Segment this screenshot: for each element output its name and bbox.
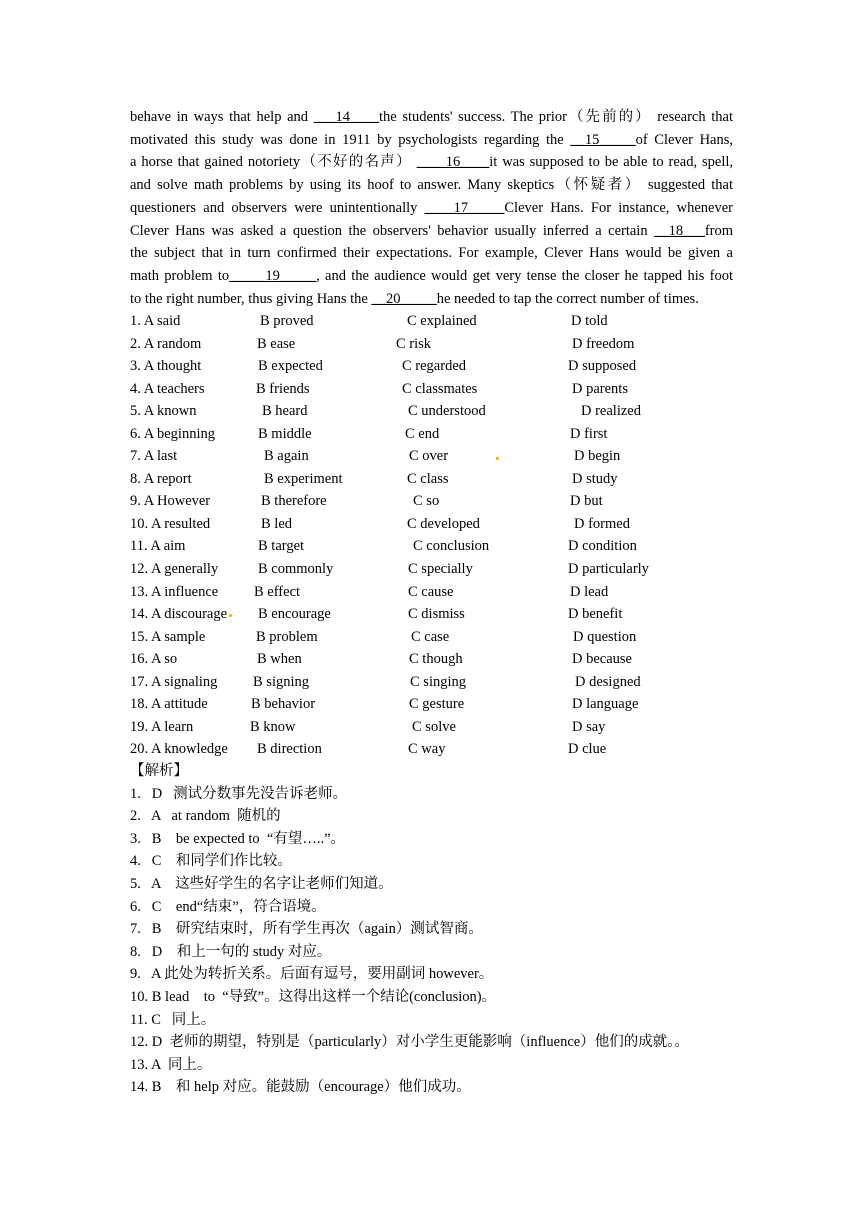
passage-line: the subject that in turn confirmed their expectations. For example, Clever Hans would be given a [130, 245, 733, 262]
option-d: D particularly [568, 561, 649, 578]
option-d: D say [572, 718, 606, 735]
option-d: D told [571, 313, 608, 329]
option-c: C gesture [409, 696, 465, 713]
option-c: C case [411, 628, 450, 645]
option-c: C specially [408, 561, 473, 578]
passage-line: Clever Hans was asked a question the observers' behavior usually inferred a certain __18___from [130, 222, 733, 239]
option-c: C end [405, 425, 440, 442]
passage-line: behave in ways that help and ___14____the students' success. The prior（先前的） research that [130, 109, 733, 125]
option-d: D freedom [572, 335, 635, 352]
option-d: D lead [570, 583, 609, 600]
option-b: B encourage [258, 606, 331, 623]
option-b: B experiment [264, 470, 343, 487]
option-row-5 [130, 400, 750, 423]
analysis-item-2: 2. A at random 随机的 [130, 808, 281, 825]
analysis-item-13: 13. A 同上。 [130, 1056, 212, 1073]
option-row-10 [130, 513, 750, 536]
blank-14: ___14____ [313, 109, 379, 125]
option-b: B ease [257, 335, 296, 352]
option-b: B proved [260, 313, 314, 329]
analysis-item-6: 6. C end“结束”，符合语境。 [130, 898, 326, 915]
option-a: 20. A knowledge [130, 741, 228, 758]
option-b: B when [257, 651, 302, 668]
cloze-passage [130, 106, 733, 310]
option-a: 1. A said [130, 313, 181, 329]
option-row-13 [130, 581, 750, 604]
option-row-20 [130, 738, 750, 761]
option-c: C understood [408, 403, 486, 420]
option-b: B heard [262, 403, 308, 420]
option-d: D but [570, 493, 603, 510]
option-c: C class [407, 470, 449, 487]
blank-20: __20_____ [371, 290, 437, 307]
option-a: 2. A random [130, 335, 202, 352]
option-d: D because [572, 651, 632, 668]
option-d: D language [572, 696, 639, 713]
option-b: B commonly [258, 561, 334, 578]
option-b: B direction [257, 741, 322, 758]
option-row-11 [130, 535, 750, 558]
option-a: 17. A signaling [130, 673, 218, 690]
option-c: C solve [412, 718, 456, 735]
option-row-14 [130, 603, 750, 626]
option-a: 18. A attitude [130, 696, 208, 713]
option-d: D study [572, 470, 618, 487]
analysis-item-11: 11. C 同上。 [130, 1011, 216, 1028]
option-c: C so [413, 493, 440, 510]
option-a: 11. A aim [130, 538, 186, 555]
passage-line: math problem to_____19_____, and the audience would get very tense the closer he tapped his foot [130, 267, 734, 284]
passage-line: a horse that gained notoriety（不好的名声） ____16____it was supposed to be able to read, spell, [130, 154, 734, 171]
option-c: C classmates [402, 380, 478, 397]
analysis-item-5: 5. A 这些好学生的名字让老师们知道。 [130, 875, 393, 892]
option-d: D first [570, 425, 608, 442]
option-a: 19. A learn [130, 718, 194, 735]
option-row-2 [130, 333, 750, 356]
option-row-15 [130, 626, 750, 649]
option-c: C singing [410, 673, 466, 690]
option-b: B again [264, 448, 309, 465]
analysis-item-1: 1. D 测试分数事先没告诉老师。 [130, 785, 348, 802]
option-a: 12. A generally [130, 561, 219, 578]
option-row-8 [130, 468, 750, 491]
option-d: D formed [574, 515, 630, 532]
option-row-18 [130, 693, 750, 716]
option-b: B led [261, 515, 293, 532]
option-row-9 [130, 490, 750, 513]
option-b: B know [250, 718, 296, 735]
option-row-3 [130, 355, 750, 378]
option-d: D question [573, 628, 637, 645]
option-d: D realized [581, 403, 641, 420]
analysis-heading: 【解析】 [130, 763, 188, 779]
blank-19: _____19_____ [229, 267, 317, 284]
option-c: C over [409, 448, 449, 465]
passage-line: to the right number, thus giving Hans the __20_____he needed to tap the correct number of times. [130, 290, 699, 307]
analysis-item-8: 8. D 和上一句的 study 对应。 [130, 943, 332, 960]
answer-options-table [130, 310, 750, 761]
option-a: 8. A report [130, 470, 192, 487]
option-b: B friends [256, 380, 310, 397]
option-b: B expected [258, 358, 323, 375]
option-d: D condition [568, 538, 637, 555]
option-b: B problem [256, 628, 318, 645]
option-b: B behavior [251, 696, 316, 713]
option-row-4 [130, 378, 750, 401]
option-a: 13. A influence [130, 583, 219, 600]
option-b: B therefore [261, 493, 327, 510]
option-a: 15. A sample [130, 628, 206, 645]
option-a: 3. A thought [130, 358, 202, 375]
option-a: 7. A last [130, 448, 178, 465]
option-c: C cause [408, 583, 454, 600]
option-d: D designed [575, 673, 641, 690]
option-b: B target [258, 538, 305, 555]
option-a: 10. A resulted [130, 515, 211, 532]
passage-line: and solve math problems by using its hoof to answer. Many skeptics（怀疑者） suggested that [130, 177, 733, 194]
option-d: D clue [568, 741, 607, 758]
option-c: C way [408, 741, 446, 758]
analysis-item-10: 10. B lead to “导致”。这得出这样一个结论(conclusion)。 [130, 988, 497, 1005]
option-b: B signing [253, 673, 309, 690]
option-a: 4. A teachers [130, 380, 205, 397]
analysis-item-7: 7. B 研究结束时，所有学生再次（again）测试智商。 [130, 921, 483, 938]
option-c: C though [409, 651, 463, 668]
option-row-1 [130, 310, 750, 333]
analysis-item-3: 3. B be expected to “有望…..”。 [130, 830, 346, 847]
passage-line: motivated this study was done in 1911 by psychologists regarding the __15_____of Clever Hans, [130, 131, 733, 148]
blank-17: ____17_____ [424, 199, 505, 216]
analysis-section [130, 760, 750, 1099]
passage-line: questioners and observers were unintentionally ____17_____Clever Hans. For instance, whenever [130, 199, 733, 216]
option-c: C explained [407, 313, 477, 329]
option-a: 16. A so [130, 651, 178, 668]
blank-15: __15_____ [570, 131, 636, 148]
option-c: C regarded [402, 358, 467, 375]
option-a: 5. A known [130, 403, 197, 420]
analysis-item-9: 9. A 此处为转折关系。后面有逗号，要用副词 however。 [130, 966, 494, 983]
option-d: D begin [574, 448, 621, 465]
option-c: C conclusion [413, 538, 490, 555]
option-b: B middle [258, 425, 312, 442]
option-d: D supposed [568, 358, 637, 375]
option-b: B effect [254, 583, 301, 600]
option-d: D benefit [568, 606, 623, 623]
analysis-item-4: 4. C 和同学们作比较。 [130, 853, 292, 870]
option-row-16 [130, 648, 750, 671]
option-c: C risk [396, 335, 432, 352]
option-c: C developed [407, 515, 480, 532]
option-row-6 [130, 423, 750, 446]
analysis-item-14: 14. B 和 help 对应。能鼓励（encourage）他们成功。 [130, 1079, 471, 1096]
analysis-item-12: 12. D 老师的期望，特别是（particularly）对小学生更能影响（influence）他们的成就。。 [130, 1034, 689, 1051]
option-row-19 [130, 716, 750, 739]
blank-18: __18___ [654, 222, 705, 239]
option-row-17 [130, 671, 750, 694]
option-d: D parents [572, 380, 628, 397]
option-c: C dismiss [408, 606, 465, 623]
option-a: 14. A discourage [130, 606, 228, 623]
option-a: 9. A However [130, 493, 211, 510]
option-row-7 [130, 445, 750, 468]
option-row-12 [130, 558, 750, 581]
option-a: 6. A beginning [130, 425, 215, 442]
blank-16: ____16____ [416, 154, 490, 171]
